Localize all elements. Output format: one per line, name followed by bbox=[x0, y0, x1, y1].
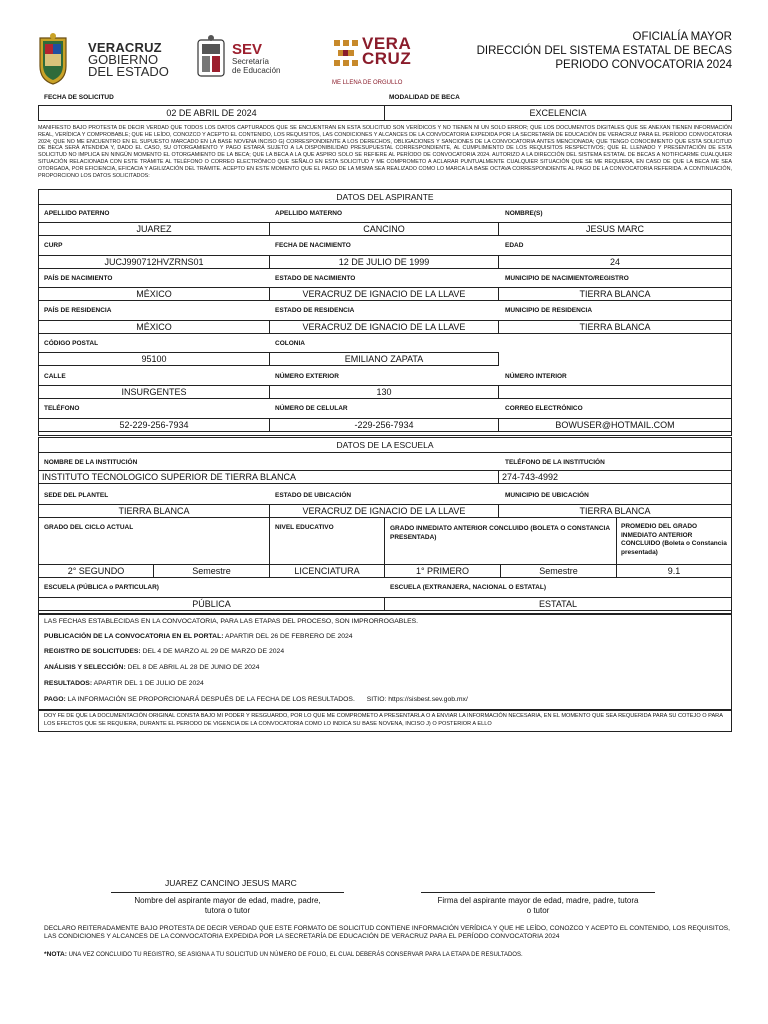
pais-nacimiento-label: PAÍS DE NACIMIENTO bbox=[44, 275, 113, 282]
municipio-ubicacion-value: TIERRA BLANCA bbox=[498, 504, 732, 518]
promedio-label: PROMEDIO DEL GRADO INMEDIATO ANTERIOR CONCLUIDO (Boleta o Constancia presentada) bbox=[621, 523, 727, 556]
telefono-institucion-value: 274-743-4992 bbox=[498, 470, 732, 484]
vera-word: VERA bbox=[362, 34, 412, 53]
apellido-paterno-value: JUAREZ bbox=[38, 222, 270, 236]
nota-line bbox=[44, 951, 523, 958]
numero-exterior-label: NÚMERO EXTERIOR bbox=[275, 373, 339, 380]
estado-ubicacion-value: VERACRUZ DE IGNACIO DE LA LLAVE bbox=[269, 504, 499, 518]
pattern-emblem-icon bbox=[332, 36, 360, 76]
firma-caption: Firma del aspirante mayor de edad, madre, padre, tutora o tutor bbox=[437, 896, 639, 915]
registro-value: DEL 4 DE MARZO AL 29 DE MARZO DE 2024 bbox=[142, 648, 285, 655]
municipio-ubicacion-label: MUNICIPIO DE UBICACIÓN bbox=[505, 492, 589, 499]
nombre-caption: Nombre del aspirante mayor de edad, madre, padre, tutora o tutor bbox=[134, 896, 321, 915]
celular-value: -229-256-7934 bbox=[269, 418, 499, 432]
institucion-label: NOMBRE DE LA INSTITUCIÓN bbox=[44, 459, 138, 466]
resultados-line bbox=[44, 680, 204, 687]
estado-ubicacion-label: ESTADO DE UBICACIÓN bbox=[275, 492, 352, 499]
pago-line bbox=[44, 696, 468, 703]
sev-logo bbox=[196, 34, 316, 84]
declaracion-text: DECLARO REITERADAMENTE BAJO PROTESTA DE DECIR VERDAD QUE ESTE FORMATO DE SOLICITUD CONTIENE INFORMACIÓN VERÍDICA Y QUE HE LEÍDO, CONOZCO Y ACEPTO EL CONTENIDO, LOS REQUISITOS, LAS CONDICIONES Y ALCANCES DE LA CONVOCATORIA EXPEDIDA POR LA SECRETARÍA DE EDUCACIÓN DE VERACRUZ PARA EL PERÍODO CONVOCATORIA 2024 bbox=[44, 925, 730, 940]
veracruz-brand-logo bbox=[332, 36, 422, 90]
nivel-educativo-label: NIVEL EDUCATIVO bbox=[275, 524, 334, 531]
nombres-label: NOMBRE(S) bbox=[505, 210, 543, 217]
grado-anterior-tipo: Semestre bbox=[500, 564, 617, 578]
celular-label: NÚMERO DE CELULAR bbox=[275, 405, 348, 412]
fecha-nacimiento-label: FECHA DE NACIMIENTO bbox=[275, 242, 351, 249]
sev-emblem-icon bbox=[196, 34, 226, 80]
fecha-nacimiento-value: 12 DE JULIO DE 1999 bbox=[269, 255, 499, 269]
estado-nacimiento-value: VERACRUZ DE IGNACIO DE LA LLAVE bbox=[269, 287, 499, 301]
registro-line bbox=[44, 648, 284, 655]
origen-escuela-value: ESTATAL bbox=[384, 597, 732, 611]
curp-label: CURP bbox=[44, 242, 63, 249]
publicacion-value: APARTIR DEL 26 DE FEBRERO DE 2024 bbox=[225, 633, 353, 640]
institucion-value: INSTITUTO TECNOLOGICO SUPERIOR DE TIERRA BLANCA bbox=[38, 470, 499, 484]
sede-plantel-value: TIERRA BLANCA bbox=[38, 504, 270, 518]
colonia-value: EMILIANO ZAPATA bbox=[269, 352, 499, 366]
telefono-value: 52-229-256-7934 bbox=[38, 418, 270, 432]
brand-slogan: ME LLENA DE ORGULLO bbox=[332, 80, 403, 86]
sev-subtitle-2: de Educación bbox=[232, 66, 281, 75]
curp-value: JUCJ990712HVZRNS01 bbox=[38, 255, 270, 269]
edad-label: EDAD bbox=[505, 242, 524, 249]
office-heading bbox=[477, 30, 732, 72]
pais-nacimiento-value: MÉXICO bbox=[38, 287, 270, 301]
nombre-aspirante-firma: JUAREZ CANCINO JESUS MARC bbox=[165, 878, 297, 888]
registro-label: REGISTRO DE SOLICITUDES: bbox=[44, 648, 141, 655]
publicacion-label: PUBLICACIÓN DE LA CONVOCATORIA EN EL PORTAL: bbox=[44, 633, 224, 640]
sede-plantel-label: SEDE DEL PLANTEL bbox=[44, 492, 109, 499]
numero-interior-value bbox=[498, 385, 732, 399]
periodo-convocatoria: PERIODO CONVOCATORIA 2024 bbox=[555, 59, 732, 71]
direccion-becas: DIRECCIÓN DEL SISTEMA ESTATAL DE BECAS bbox=[476, 45, 732, 57]
colonia-label: COLONIA bbox=[275, 340, 305, 347]
doy-fe-text: DOY FE DE QUE LA DOCUMENTACIÓN ORIGINAL CONSTA BAJO MI PODER Y RESGUARDO, POR LO QUE ME COMPROMETO A PRESENTARLA O A ENVIAR LA INFORMACIÓN NECESARIA, EN EL MOMENTO QUE SEA REQUERIDA PARA SU COTEJO O PARA LOS EFECTOS QUE SE REQUIERA, DURANTE EL PERIODO DE VIGENCIA DE LA CONVOCATORIA COMO LO INDICA SU BASE NOVENA, INCISO J) O POSTERIOR A ELLO bbox=[44, 713, 723, 727]
correo-label: CORREO ELECTRÓNICO bbox=[505, 405, 583, 412]
del-estado-word: DEL ESTADO bbox=[88, 64, 169, 79]
apellido-materno-value: CANCINO bbox=[269, 222, 499, 236]
nota-label: *NOTA: bbox=[44, 951, 67, 958]
datos-aspirante-title: DATOS DEL ASPIRANTE bbox=[38, 189, 732, 205]
fecha-solicitud-label: FECHA DE SOLICITUD bbox=[44, 94, 114, 101]
nivel-educativo-value: LICENCIATURA bbox=[269, 564, 385, 578]
grado-actual-label: GRADO DEL CICLO ACTUAL bbox=[44, 524, 134, 531]
telefono-institucion-label: TELÉFONO DE LA INSTITUCIÓN bbox=[505, 459, 605, 466]
estado-nacimiento-label: ESTADO DE NACIMIENTO bbox=[275, 275, 356, 282]
cruz-word: CRUZ bbox=[362, 49, 412, 68]
firma-signature-line bbox=[421, 892, 655, 893]
correo-value: BOWUSER@HOTMAIL.COM bbox=[498, 418, 732, 432]
publicacion-line bbox=[44, 633, 353, 640]
resultados-value: APARTIR DEL 1 DE JULIO DE 2024 bbox=[93, 680, 204, 687]
municipio-residencia-label: MUNICIPIO DE RESIDENCIA bbox=[505, 307, 593, 314]
grado-anterior-label: GRADO INMEDIATO ANTERIOR CONCLUIDO (BOLETA O CONSTANCIA PRESENTADA) bbox=[390, 525, 610, 541]
page-header bbox=[36, 28, 732, 92]
sev-subtitle-1: Secretaría bbox=[232, 57, 269, 66]
sitio-link[interactable]: SITIO: https://sisbest.sev.gob.mx/ bbox=[366, 696, 468, 703]
nombres-value: JESUS MARC bbox=[498, 222, 732, 236]
calle-value: INSURGENTES bbox=[38, 385, 270, 399]
pago-value: LA INFORMACIÓN SE PROPORCIONARÁ DESPUÉS DE LA FECHA DE LOS RESULTADOS. bbox=[67, 696, 355, 703]
numero-interior-label: NÚMERO INTERIOR bbox=[505, 373, 567, 380]
sev-title: SEV bbox=[232, 41, 263, 58]
tipo-escuela-value: PÚBLICA bbox=[38, 597, 385, 611]
fecha-solicitud-value: 02 DE ABRIL DE 2024 bbox=[38, 105, 385, 121]
veracruz-government-logo bbox=[36, 32, 196, 88]
municipio-nacimiento-label: MUNICIPIO DE NACIMIENTO/REGISTRO bbox=[505, 275, 629, 282]
fechas-intro: LAS FECHAS ESTABLECIDAS EN LA CONVOCATORIA, PARA LAS ETAPAS DEL PROCESO, SON IMPRORROGABLES. bbox=[44, 618, 419, 625]
municipio-nacimiento-value: TIERRA BLANCA bbox=[498, 287, 732, 301]
codigo-postal-value: 95100 bbox=[38, 352, 270, 366]
telefono-label: TELÉFONO bbox=[44, 405, 80, 412]
estado-residencia-value: VERACRUZ DE IGNACIO DE LA LLAVE bbox=[269, 320, 499, 334]
promedio-value: 9.1 bbox=[616, 564, 732, 578]
apellido-paterno-label: APELLIDO PATERNO bbox=[44, 210, 110, 217]
oficialia-mayor: OFICIALÍA MAYOR bbox=[632, 31, 732, 43]
analisis-label: ANÁLISIS Y SELECCIÓN: bbox=[44, 664, 126, 671]
grado-actual-tipo: Semestre bbox=[153, 564, 270, 578]
datos-escuela-title: DATOS DE LA ESCUELA bbox=[38, 437, 732, 453]
analisis-line bbox=[44, 664, 259, 671]
nota-text: UNA VEZ CONCLUIDO TU REGISTRO, SE ASIGNA A TU SOLICITUD UN NÚMERO DE FOLIO, EL CUAL DEBERÁS CONSERVAR PARA LA ETAPA DE RESULTADOS. bbox=[68, 952, 523, 958]
numero-exterior-value: 130 bbox=[269, 385, 499, 399]
manifiesto-text: MANIFIESTO BAJO PROTESTA DE DECIR VERDAD QUE TODOS LOS DATOS CAPTURADOS QUE SE ENCUENTRAN EN ESTA SOLICITUD SON VERÍDICOS Y NO TIENEN NI UN SOLO ERROR; QUE LOS DOCUMENTOS DIGITALES QUE SE ANEXAN TIENEN INFORMACIÓN REAL, VERÍDICA Y COMPROBABLE; QUE HE LEÍDO, CONOZCO Y ACEPTO EL CONTENIDO, LOS REQUISITOS, LAS CONDICIONES Y ALCANCES DE LA CONVOCATORIA EXPEDIDA POR LA SECRETARÍA DE EDUCACIÓN DE VERACRUZ PARA EL PERÍODO CONVOCATORIA 2024; QUE NO ME ENCUENTRO EN EL SUPUESTO MARCADO EN LA BASE NOVENA INCISO G) CORRESPONDIENTE A LOS DERECHOS, OBLIGACIONES Y SANCIONES DE LA CONVOCATORIA ANTES MENCIONADA; QUE TENGO CONOCIMIENTO QUE ESTA SOLICITUD DE BECA SERÁ ATENDIDA Y, DADO EL CASO, SU OTORGAMIENTO Y PAGO ESTARÁ SUJETO A LA DISPONIBILIDAD PRESUPUESTAL CORRESPONDIENTE, AL CUMPLIMIENTO DE LOS REQUISITOS RESPECTIVOS; QUE EL LLENADO Y PRESENTACIÓN DE ESTA SOLICITUD NO IMPLICA EN NINGÚN MOMENTO EL OTORGAMIENTO DE LA BECA; QUE LA BECA A LA QUE ASPIRO SOLO SE REFIERE AL PERÍODO DE CONVOCATORIA 2024. AUTORIZO A LA DIRECCIÓN DEL SISTEMA ESTATAL DE BECAS A NOTIFICARME CUALQUIER SITUACIÓN RELACIONADA CON ESTE TRÁMITE AL TELÉFONO O CORREO ELECTRÓNICO QUE SEÑALO EN ESTA SOLICITUD Y ME COMPROMETO A ACLARAR PUNTUALMENTE CUALQUIER SITUACIÓN QUE SE ME REQUIERA, EN CASO DE QUE LA BECA ME SEA OTORGADA, POR EFICIENCIA, EFICACIA Y AGILIZACIÓN DEL TRÁMITE. ACEPTO EN ESTE MOMENTO QUE EL PAGO DE LA MISMA SEA REALIZADO COMO LO MARCA LA BASE OCTAVA CORRESPONDIENTE AL PAGO DE LA CONVOCATORIA REFERIDA. A CONTINUACIÓN, PROPORCIONO LOS DATOS SOLICITADOS: bbox=[38, 125, 732, 179]
apellido-materno-label: APELLIDO MATERNO bbox=[275, 210, 343, 217]
codigo-postal-label: CÓDIGO POSTAL bbox=[44, 340, 99, 347]
modalidad-beca-value: EXCELENCIA bbox=[384, 105, 732, 121]
coat-of-arms-icon bbox=[36, 32, 70, 86]
modalidad-beca-label: MODALIDAD DE BECA bbox=[389, 94, 460, 101]
tipo-escuela-label: ESCUELA (PÚBLICA o PARTICULAR) bbox=[44, 584, 159, 591]
pago-label: PAGO: bbox=[44, 696, 66, 703]
grado-anterior-value: 1° PRIMERO bbox=[384, 564, 501, 578]
veracruz-word: VERACRUZ bbox=[88, 40, 162, 55]
grado-actual-value: 2° SEGUNDO bbox=[38, 564, 154, 578]
pais-residencia-value: MÉXICO bbox=[38, 320, 270, 334]
resultados-label: RESULTADOS: bbox=[44, 680, 93, 687]
nombre-signature-line bbox=[111, 892, 344, 893]
gobierno-word: GOBIERNO bbox=[88, 52, 159, 67]
edad-value: 24 bbox=[498, 255, 732, 269]
analisis-value: DEL 8 DE ABRIL AL 28 DE JUNIO DE 2024 bbox=[127, 664, 260, 671]
municipio-residencia-value: TIERRA BLANCA bbox=[498, 320, 732, 334]
estado-residencia-label: ESTADO DE RESIDENCIA bbox=[275, 307, 355, 314]
origen-escuela-label: ESCUELA (EXTRANJERA, NACIONAL O ESTATAL) bbox=[390, 584, 547, 591]
calle-label: CALLE bbox=[44, 373, 66, 380]
pais-residencia-label: PAÍS DE RESIDENCIA bbox=[44, 307, 112, 314]
